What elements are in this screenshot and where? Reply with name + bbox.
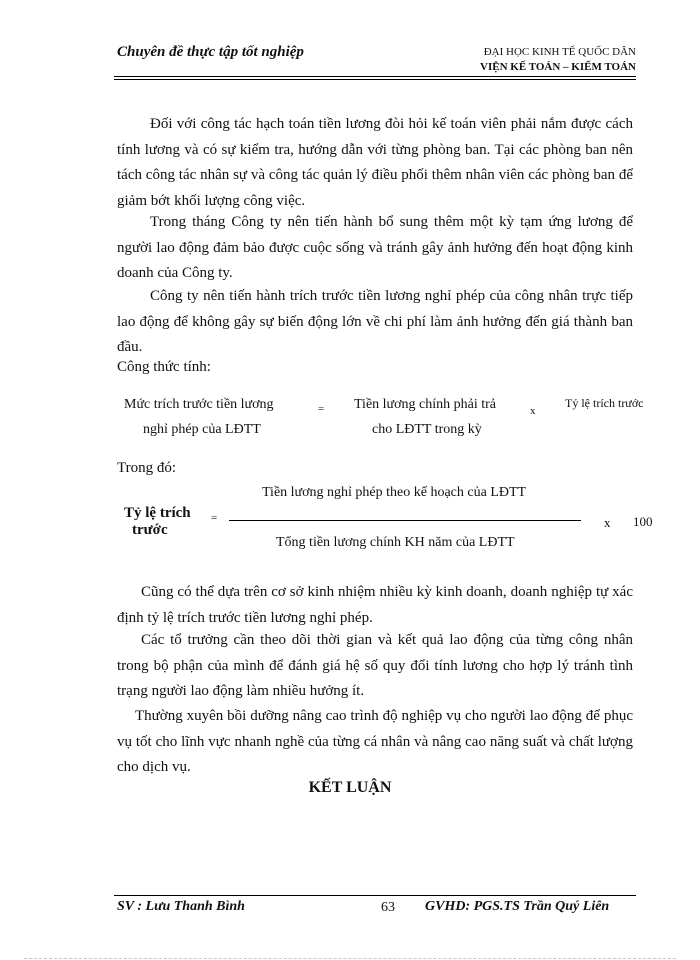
- formula-equals-sign: =: [318, 403, 325, 415]
- fraction-denominator: Tổng tiền lương chính KH năm của LĐTT: [276, 535, 515, 550]
- rate-label-line1: Tỷ lệ trích: [124, 505, 191, 521]
- formula-label: Công thức tính:: [117, 359, 211, 375]
- formula-times-sign: x: [530, 405, 536, 417]
- header-rule-secondary: [114, 79, 636, 80]
- paragraph-training: Thường xuyên bồi dưỡng nâng cao trình độ nghiệp vụ cho người lao động để phục vụ tốt cho lĩnh vực nhanh nghề của từng cá nhân và nâng cao năng suất và chất lượng cho dịch vụ.: [117, 708, 633, 775]
- rate-label-line2: trước: [132, 522, 168, 538]
- formula-middle-line2: cho LĐTT trong kỳ: [372, 422, 482, 437]
- paragraph-team-leaders: Các tổ trưởng cần theo dõi thời gian và kết quả lao động của từng công nhân trong bộ phận của mình để đánh giá hệ số quy đổi tính lương cho hợp lý tránh tình trạng người lao động làm nhiều hưởng ít.: [117, 632, 633, 699]
- footer-advisor-name: GVHD: PGS.TS Trần Quý Liên: [425, 899, 610, 914]
- footer-student-name: SV : Lưu Thanh Bình: [117, 899, 245, 914]
- page-break-edge: [24, 958, 676, 959]
- formula-rate-term: Tỷ lệ trích trước: [565, 396, 644, 410]
- paragraph-experience: Cũng có thể dựa trên cơ sở kinh nhiệm nhiều kỳ kinh doanh, doanh nghiệp tự xác định tỷ lệ trích trước tiền lương nghỉ phép.: [117, 584, 633, 626]
- header-rule: [114, 76, 636, 77]
- paragraph-leave-accrual: Công ty nên tiến hành trích trước tiền lương nghỉ phép của công nhân trực tiếp lao động để không gây sự biến động lớn về chi phí làm ảnh hưởng đến giá thành ban đầu.: [117, 288, 633, 355]
- rate-factor: 100: [633, 514, 653, 529]
- header-institute: VIỆN KẾ TOÁN – KIỂM TOÁN: [480, 61, 636, 73]
- formula-lhs-line1: Mức trích trước tiền lương: [124, 397, 274, 412]
- fraction-numerator: Tiền lương nghỉ phép theo kế hoạch của LĐTT: [262, 485, 527, 500]
- fraction-bar: [229, 520, 581, 521]
- header-university: ĐẠI HỌC KINH TẾ QUỐC DÂN: [483, 46, 636, 58]
- rate-equals-sign: =: [211, 512, 218, 524]
- formula-lhs-line2: nghỉ phép của LĐTT: [143, 422, 261, 437]
- paragraph-salary-advance: Trong tháng Công ty nên tiến hành bổ sung thêm một kỳ tạm ứng lương để người lao động đảm bảo được cuộc sống và tránh gây ảnh hưởng đến hoạt động kinh doanh của Công ty.: [117, 214, 633, 281]
- formula-middle-line1: Tiền lương chính phải trả: [354, 397, 497, 412]
- header-document-title: Chuyên đề thực tập tốt nghiệp: [117, 44, 304, 60]
- footer-rule: [114, 895, 636, 896]
- where-label: Trong đó:: [117, 460, 177, 476]
- rate-times-sign: x: [604, 515, 611, 530]
- page-number: 63: [381, 900, 395, 915]
- section-title-conclusion: KẾT LUẬN: [308, 779, 392, 796]
- paragraph-accounting-staff: Đối với công tác hạch toán tiền lương đòi hỏi kế toán viên phải nắm được cách tính lương và có sự kiểm tra, hướng dẫn với từng phòng ban. Tại các phòng ban nên tách công tác nhân sự và công tác quản lý điều phối thêm nhân viên các phòng ban để giảm bớt khối lượng công việc.: [117, 116, 633, 209]
